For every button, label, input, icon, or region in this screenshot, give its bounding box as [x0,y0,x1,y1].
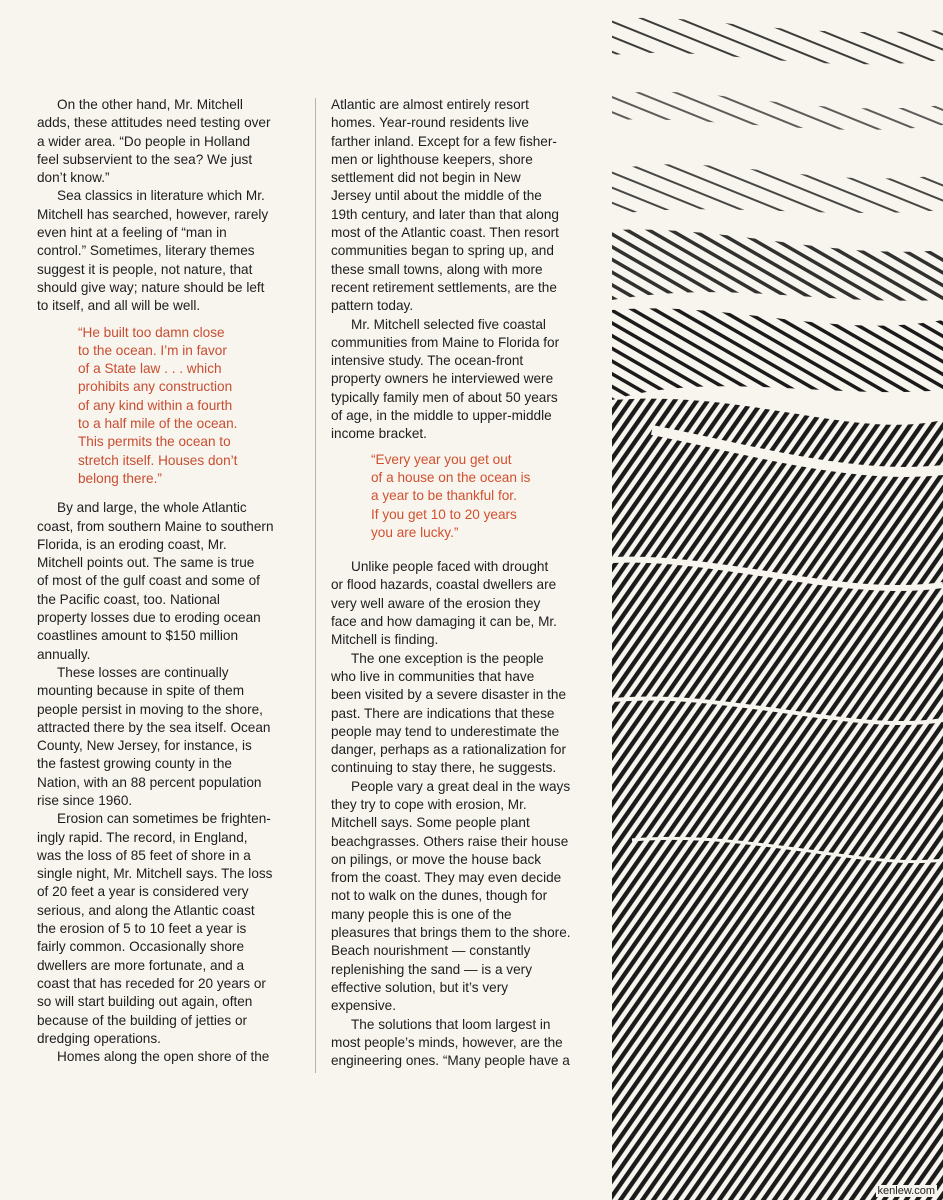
wave-engraving-icon [612,0,943,1200]
column-divider [315,98,316,1073]
paragraph: Erosion can sometimes be frighten- ingly rapid. The record, in England, was the loss of 85 feet of shore in a single night, Mr. Mitchell says. The loss of 20 feet a year is considered very serious, and along the Atlantic coast the erosion of 5 to 10 feet a year is fairly common. Occasionally shore dwellers are more fortunate, and a coast that has receded for 20 years or so will start building out again, often because of the building of jetties or dredging operations. [37,811,273,1046]
paragraph: The solutions that loom largest in most people’s minds, however, are the engineering ones. “Many people have a [331,1016,570,1069]
paragraph: Unlike people faced with drought or flood hazards, coastal dwellers are very well aware of the erosion they face and how damaging it can be, Mr. Mitchell is finding. [331,559,557,648]
pull-quote: “He built too damn close to the ocean. I’m in favor of a State law . . . which prohibits any construction of any kind within a fourth to a half mile of the ocean. This permits the ocean to stretch itself. Houses don’t belong there.” [78,324,238,486]
paragraph: People vary a great deal in the ways they try to cope with erosion, Mr. Mitchell says. Some people plant beachgrasses. Others raise their house on pilings, or move the house back from the coast. They may even decide not to walk on the dunes, though for many people this is one of the pleasures that brings them to the shore. Beach nourishment — constantly replenishing the sand — is a very effective solution, but it’s very expensive. [331,778,571,1014]
paragraph: The one exception is the people who live in communities that have been visited by a severe disaster in the past. There are indications that these people may tend to underestimate the danger, perhaps as a rationalization for continuing to stay there, he suggests. [331,650,567,776]
paragraph: Mr. Mitchell selected five coastal communities from Maine to Florida for intensive study. The ocean-front property owners he interviewed were typically family men of about 50 years of age, in the middle to upper-middle income bracket. [331,316,560,442]
pull-quote: “Every year you get out of a house on the ocean is a year to be thankful for. If you get 10 to 20 years you are lucky.” [371,451,531,540]
paragraph: These losses are continually mounting because in spite of them people persist in moving to the shore, attracted there by the sea itself. Ocean County, New Jersey, for instance, is the fastest growing county in the Nation, with an 88 percent population rise since 1960. [37,664,271,808]
paragraph: Atlantic are almost entirely resort homes. Year-round residents live farther inland. Except for a few fisher- men or lighthouse keepers, shore settlement did not begin in New Jersey until about the middle of the 19th century, and later than that along most of the Atlantic coast. Then resort communities began to spring up, and these small towns, along with more recent retirement settlements, are the pattern today. [331,97,559,314]
paragraph: On the other hand, Mr. Mitchell adds, these attitudes need testing over a wider area. “Do people in Holland feel subservient to the sea? We just don’t know.” [37,97,271,186]
paragraph: Homes along the open shore of the [57,1049,270,1065]
watermark: kenlew.com [877,1185,935,1197]
middle-column [331,96,601,1070]
paragraph: Sea classics in literature which Mr. Mitchell has searched, however, rarely even hint at a feeling of “man in control.” Sometimes, literary themes suggest it is people, not nature, that should give way; nature should be left to itself, and all will be well. [37,188,269,314]
left-column [37,96,305,1066]
paragraph: By and large, the whole Atlantic coast, from southern Maine to southern Florida, is an eroding coast, Mr. Mitchell points out. The same is true of most of the gulf coast and some of the Pacific coast, too. National property losses due to eroding ocean coastlines amount to $150 million annually. [37,500,274,662]
